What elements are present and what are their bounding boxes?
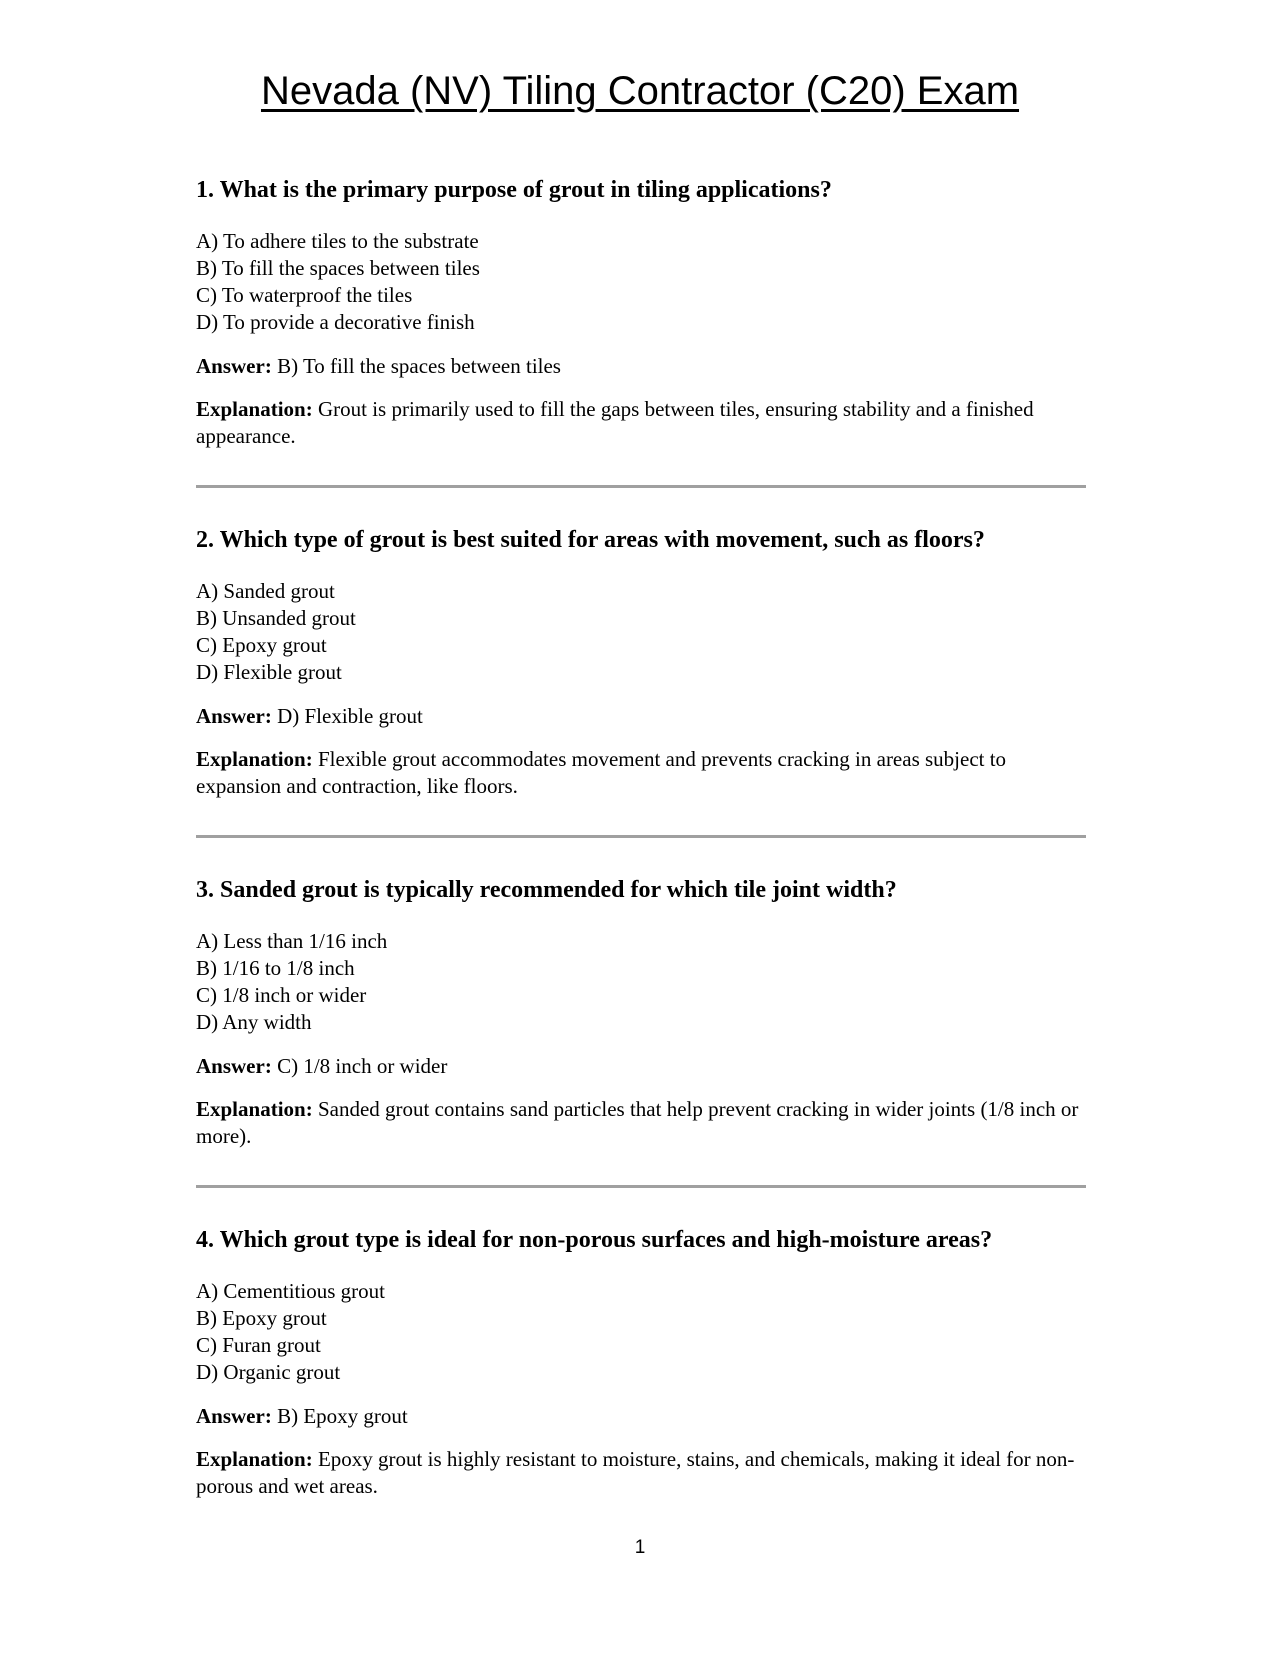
- option-c: C) Epoxy grout: [196, 633, 327, 657]
- option-a: A) Sanded grout: [196, 579, 335, 603]
- section-divider: [196, 1185, 1086, 1188]
- explanation-line: [196, 746, 1086, 800]
- answer-line: [196, 1053, 1086, 1080]
- option-d: D) Organic grout: [196, 1360, 341, 1384]
- question-heading: 4. Which grout type is ideal for non-porous surfaces and high-moisture areas?: [196, 1227, 993, 1253]
- question-block: [196, 874, 1086, 1166]
- answer-label: Answer:: [196, 354, 272, 378]
- answer-text: B) To fill the spaces between tiles: [277, 354, 561, 378]
- question-heading: 2. Which type of grout is best suited for areas with movement, such as floors?: [196, 527, 985, 553]
- answer-label: Answer:: [196, 704, 272, 728]
- answer-options: [196, 1278, 1086, 1386]
- explanation-text: Flexible grout accommodates movement and prevents cracking in areas subject to expansion and contraction, like floors.: [196, 747, 1007, 798]
- page-number: 1: [634, 1537, 646, 1558]
- question-block: [196, 174, 1086, 466]
- answer-text: C) 1/8 inch or wider: [277, 1054, 448, 1078]
- question-heading: 1. What is the primary purpose of grout in tiling applications?: [196, 177, 832, 203]
- answer-options: [196, 228, 1086, 336]
- explanation-label: Explanation:: [196, 747, 313, 771]
- option-a: A) Less than 1/16 inch: [196, 929, 388, 953]
- answer-text: D) Flexible grout: [277, 704, 423, 728]
- section-divider: [196, 485, 1086, 488]
- option-d: D) Flexible grout: [196, 660, 342, 684]
- answer-label: Answer:: [196, 1404, 272, 1428]
- option-a: A) Cementitious grout: [196, 1279, 385, 1303]
- option-a: A) To adhere tiles to the substrate: [196, 229, 479, 253]
- explanation-text: Sanded grout contains sand particles that help prevent cracking in wider joints (1/8 inch or more).: [196, 1097, 1079, 1148]
- answer-line: [196, 1403, 1086, 1430]
- question-block: [196, 1224, 1086, 1516]
- explanation-label: Explanation:: [196, 397, 313, 421]
- answer-label: Answer:: [196, 1054, 272, 1078]
- option-c: C) Furan grout: [196, 1333, 321, 1357]
- answer-options: [196, 578, 1086, 686]
- explanation-text: Epoxy grout is highly resistant to moisture, stains, and chemicals, making it ideal for non-porous and wet areas.: [196, 1447, 1075, 1498]
- answer-options: [196, 928, 1086, 1036]
- explanation-label: Explanation:: [196, 1447, 313, 1471]
- option-b: B) Unsanded grout: [196, 606, 356, 630]
- document-title: Nevada (NV) Tiling Contractor (C20) Exam: [260, 69, 1020, 113]
- question-heading: 3. Sanded grout is typically recommended for which tile joint width?: [196, 877, 897, 903]
- option-c: C) 1/8 inch or wider: [196, 983, 367, 1007]
- question-block: [196, 524, 1086, 816]
- option-c: C) To waterproof the tiles: [196, 283, 413, 307]
- answer-line: [196, 353, 1086, 380]
- explanation-line: [196, 396, 1086, 450]
- option-b: B) 1/16 to 1/8 inch: [196, 956, 355, 980]
- explanation-label: Explanation:: [196, 1097, 313, 1121]
- explanation-line: [196, 1446, 1086, 1500]
- option-b: B) To fill the spaces between tiles: [196, 256, 480, 280]
- explanation-text: Grout is primarily used to fill the gaps between tiles, ensuring stability and a finished appearance.: [196, 397, 1034, 448]
- answer-line: [196, 703, 1086, 730]
- section-divider: [196, 835, 1086, 838]
- option-b: B) Epoxy grout: [196, 1306, 327, 1330]
- explanation-line: [196, 1096, 1086, 1150]
- option-d: D) Any width: [196, 1010, 312, 1034]
- option-d: D) To provide a decorative finish: [196, 310, 475, 334]
- answer-text: B) Epoxy grout: [277, 1404, 408, 1428]
